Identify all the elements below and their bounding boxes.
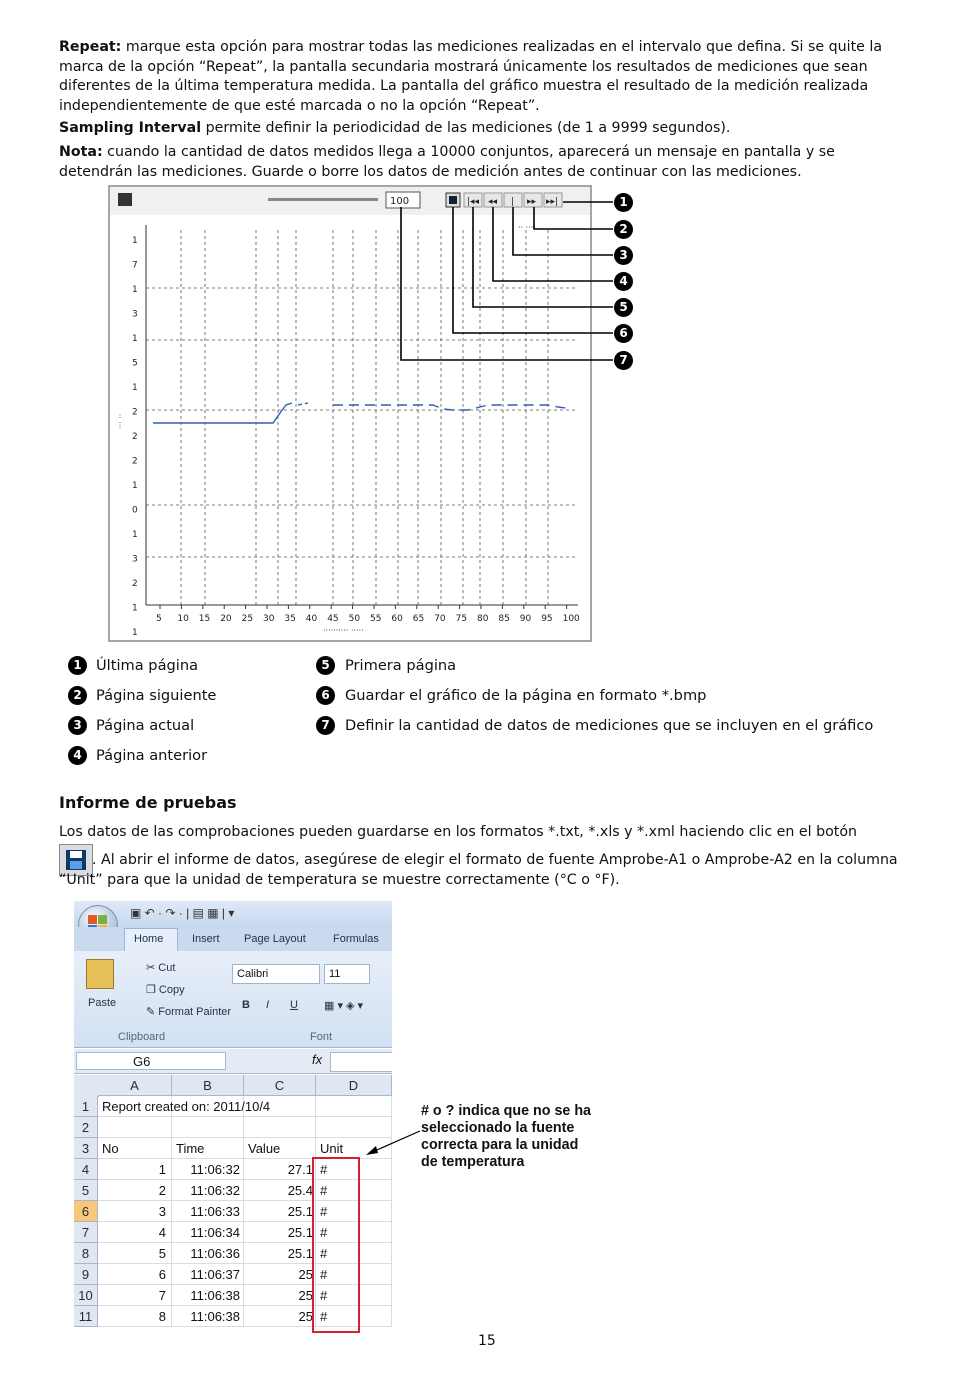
cell-b: 11:06:37 <box>190 1267 240 1282</box>
cell-a: 6 <box>158 1267 166 1282</box>
row-header[interactable]: 3 <box>74 1138 98 1159</box>
cell[interactable] <box>98 1117 172 1138</box>
row-header[interactable]: 9 <box>74 1264 98 1285</box>
format-painter-label: Format Painter <box>158 1006 232 1018</box>
y-tick-label: 1 <box>132 628 138 638</box>
x-tick-label: 40 <box>305 614 318 624</box>
cell-d: # <box>320 1204 328 1219</box>
x-tick-label: 35 <box>284 614 296 624</box>
cell-c: 25.1 <box>287 1246 313 1261</box>
cell-c: 25 <box>298 1309 313 1324</box>
paste-icon <box>86 959 114 989</box>
sampling-term: Sampling Interval <box>59 120 202 136</box>
row-header[interactable]: 10 <box>74 1285 98 1306</box>
cell-c: 25 <box>298 1288 313 1303</box>
toolbar-caption-blur <box>268 198 378 201</box>
name-box[interactable]: G6 <box>76 1052 226 1070</box>
copy-button[interactable] <box>146 983 185 996</box>
last-page-icon: ▸▸| <box>546 197 559 207</box>
section-text-2: . Al abrir el informe de datos, asegúrese de elegir el formato de fuente Amprobe-A1 o Amprobe-A2 en la columna “Unit” para que la unidad de temperatura se muestre correctamente (°C o °F). <box>59 852 898 888</box>
cell-a: 7 <box>158 1288 166 1303</box>
repeat-description: marque esta opción para mostrar todas las mediciones realizadas en el intervalo que defina. Si se quite la marca de la opción “Repeat”, la pantalla secundaria mostrará únicamente los resultados de mediciones que sean diferentes de la última temperatura medida. La pantalla del gráfico muestra el resultado de la medición realizada independientemente de que esté marcada o no la opción “Repeat”. <box>59 39 883 114</box>
save-bmp-icon <box>449 196 457 204</box>
scissors-icon: ✂ <box>146 962 159 974</box>
cell-d: Unit <box>320 1141 344 1156</box>
legend-label: Definir la cantidad de datos de mediciones que se incluyen en el gráfico <box>345 717 874 734</box>
underline-button[interactable]: U <box>290 999 298 1011</box>
x-tick-label: 100 <box>562 614 580 624</box>
y-tick-label: 3 <box>132 309 138 320</box>
graph-window-icon <box>118 193 132 206</box>
y-tick-label: 1 <box>132 236 138 246</box>
cell-b: 11:06:33 <box>190 1204 240 1219</box>
x-tick-label: 65 <box>412 614 425 624</box>
annotation-text <box>421 1103 591 1171</box>
row-header[interactable]: 2 <box>74 1117 98 1138</box>
x-axis-title-blur: ·········· ····· <box>323 626 364 635</box>
row-header[interactable]: 5 <box>74 1180 98 1201</box>
italic-button[interactable]: I <box>266 999 270 1011</box>
cell-b: 11:06:36 <box>190 1246 240 1261</box>
note-paragraph <box>59 143 909 182</box>
cell-d: # <box>320 1225 328 1240</box>
x-tick-label: 25 <box>241 614 254 624</box>
x-tick-label: 50 <box>348 614 361 624</box>
note-description: cuando la cantidad de datos medidos llega a 10000 conjuntos, aparecerá un mensaje en pantalla y se detendrán las mediciones. Guarde o borre los datos de medición antes de continuar con las mediciones. <box>59 144 835 180</box>
column-header[interactable]: D <box>316 1075 392 1096</box>
section-text-1: Los datos de las comprobaciones pueden guardarse en los formatos *.txt, *.xls y *.xml haciendo clic en el botón <box>59 824 858 840</box>
column-header[interactable]: C <box>244 1075 316 1096</box>
legend-number: 1 <box>68 656 87 675</box>
annotation-line: correcta para la unidad <box>421 1137 579 1153</box>
legend-number: 4 <box>68 746 87 765</box>
y-tick-label: 1 <box>132 530 138 540</box>
section-heading: Informe de pruebas <box>59 793 237 812</box>
cell[interactable] <box>316 1096 392 1117</box>
font-group-label: Font <box>310 1031 333 1043</box>
annotation-arrow <box>360 1125 430 1165</box>
unit-column-highlight <box>312 1157 360 1333</box>
x-tick-label: 30 <box>263 614 275 624</box>
select-all-corner[interactable] <box>74 1075 99 1097</box>
y-tick-label: 7 <box>132 260 138 271</box>
y-tick-label: 2 <box>132 579 138 589</box>
note-term: Nota: <box>59 144 103 160</box>
x-tick-label: 75 <box>455 614 468 624</box>
x-tick-label: 15 <box>198 614 211 624</box>
cell-d: # <box>320 1246 328 1261</box>
cell-d: # <box>320 1288 328 1303</box>
brush-icon: ✎ <box>146 1006 159 1018</box>
callout-number: 1 <box>614 193 633 212</box>
sampling-description: permite definir la periodicidad de las mediciones (de 1 a 9999 segundos). <box>201 120 731 136</box>
tab-home-label: Home <box>134 933 164 945</box>
y-tick-label: 5 <box>132 358 138 369</box>
y-axis-title-blur: ··· ·· <box>116 413 125 429</box>
cell-a: 2 <box>158 1183 166 1198</box>
cell-b: Time <box>176 1141 205 1156</box>
repeat-term: Repeat: <box>59 39 122 55</box>
cell-b: 11:06:38 <box>190 1288 240 1303</box>
cell-c: 25.1 <box>287 1204 313 1219</box>
row-header[interactable]: 6 <box>74 1201 98 1222</box>
cut-button[interactable] <box>146 961 175 974</box>
first-page-icon: |◂◂ <box>467 197 480 207</box>
cell-c: 25.4 <box>287 1183 313 1198</box>
legend-label: Guardar el gráfico de la página en formato *.bmp <box>345 687 707 704</box>
x-tick-label: 60 <box>391 614 403 624</box>
current-page-icon: | <box>511 197 515 207</box>
cell-a: 4 <box>158 1225 166 1240</box>
data-count-value: 100 <box>390 196 410 207</box>
page-number: 15 <box>478 1333 496 1349</box>
tab-formulas[interactable]: Formulas <box>333 933 379 945</box>
callout-number: 7 <box>614 351 633 370</box>
copy-label: Copy <box>158 984 185 996</box>
legend-label: Página siguiente <box>96 687 217 704</box>
legend-label: Última página <box>96 657 199 674</box>
row-header[interactable]: 11 <box>74 1306 98 1327</box>
cell-b: 11:06:34 <box>190 1225 240 1240</box>
cut-label: Cut <box>158 962 176 974</box>
legend-label: Página actual <box>96 717 195 734</box>
format-painter-button[interactable] <box>146 1005 231 1018</box>
y-tick-label: 2 <box>132 456 138 467</box>
column-header[interactable]: B <box>172 1075 244 1096</box>
legend-number: 2 <box>68 686 87 705</box>
borders-icon[interactable]: ▦ ▾ ◈ ▾ <box>324 1000 364 1012</box>
font-name-select[interactable]: Calibri <box>232 964 320 984</box>
callout-number: 2 <box>614 220 633 239</box>
tab-page-layout[interactable]: Page Layout <box>244 933 306 945</box>
callout-number: 5 <box>614 298 633 317</box>
cell-a: 1 <box>158 1162 166 1177</box>
y-tick-label: 1 <box>132 334 138 344</box>
legend-number: 6 <box>316 686 335 705</box>
callout-number: 6 <box>614 324 633 343</box>
cell-a: Report created on: 2011/10/4 <box>102 1099 271 1114</box>
x-tick-label: 10 <box>177 614 189 624</box>
sampling-paragraph <box>59 119 909 139</box>
callout-number: 4 <box>614 272 633 291</box>
cell-c: Value <box>248 1141 281 1156</box>
quick-access-icons[interactable]: ▣ ↶ · ↷ · | ▤ ▦ | ▾ <box>130 906 235 920</box>
cell-a: 3 <box>158 1204 166 1219</box>
bold-button[interactable]: B <box>242 999 250 1011</box>
y-tick-label: 0 <box>132 505 138 516</box>
legend-number: 5 <box>316 656 335 675</box>
cell-a: 5 <box>158 1246 166 1261</box>
x-tick-label: 55 <box>370 614 382 624</box>
cell[interactable] <box>172 1117 244 1138</box>
cell-c: 27.1 <box>287 1162 313 1177</box>
x-tick-label: 85 <box>498 614 510 624</box>
legend-blur: ·· ···· <box>518 223 536 232</box>
legend-label: Página anterior <box>96 747 208 764</box>
y-tick-label: 1 <box>132 603 138 614</box>
cell-d: # <box>320 1267 328 1282</box>
row-header[interactable]: 8 <box>74 1243 98 1264</box>
copy-icon: ❐ <box>146 984 159 996</box>
cell-a: No <box>102 1141 119 1156</box>
cell[interactable] <box>244 1117 316 1138</box>
cell-b: 11:06:38 <box>190 1309 240 1324</box>
row-header[interactable]: 1 <box>74 1096 98 1117</box>
y-tick-label: 3 <box>132 554 138 565</box>
y-tick-label: 2 <box>132 407 138 418</box>
column-header[interactable]: A <box>98 1075 172 1096</box>
paste-button[interactable]: Paste <box>88 997 117 1009</box>
cell-b: 11:06:32 <box>190 1183 240 1198</box>
cell-a: 8 <box>158 1309 166 1324</box>
annotation-line: de temperatura <box>421 1154 525 1170</box>
formula-input[interactable] <box>330 1052 392 1072</box>
annotation-line: # o ? indica que no se ha <box>421 1103 592 1119</box>
clipboard-group-label: Clipboard <box>118 1031 166 1043</box>
cell-b: 11:06:32 <box>190 1162 240 1177</box>
y-tick-label: 1 <box>132 383 138 393</box>
font-size-select[interactable]: 11 <box>324 964 370 984</box>
legend-number: 3 <box>68 716 87 735</box>
x-tick-label: 20 <box>220 614 232 624</box>
x-tick-label: 5 <box>156 614 162 624</box>
x-tick-label: 90 <box>519 614 532 624</box>
cell-d: # <box>320 1162 328 1177</box>
cell-d: # <box>320 1309 328 1324</box>
annotation-line: seleccionado la fuente <box>421 1120 575 1136</box>
legend-label: Primera página <box>345 657 457 674</box>
y-tick-label: 2 <box>132 432 138 442</box>
legend-number: 7 <box>316 716 335 735</box>
x-tick-label: 45 <box>327 614 339 624</box>
tab-insert[interactable]: Insert <box>192 933 220 945</box>
next-page-icon: ▸▸ <box>527 197 537 207</box>
cell-c: 25 <box>298 1267 313 1282</box>
cell-d: # <box>320 1183 328 1198</box>
graph-screenshot <box>108 185 638 643</box>
row-header[interactable]: 4 <box>74 1159 98 1180</box>
x-tick-label: 70 <box>434 614 446 624</box>
cell-c: 25.1 <box>287 1225 313 1240</box>
y-tick-label: 1 <box>132 481 138 491</box>
x-tick-label: 95 <box>541 614 553 624</box>
repeat-paragraph <box>59 38 909 116</box>
x-tick-label: 80 <box>477 614 489 624</box>
y-tick-label: 1 <box>132 285 138 295</box>
row-header[interactable]: 7 <box>74 1222 98 1243</box>
callout-number: 3 <box>614 246 633 265</box>
previous-page-icon: ◂◂ <box>488 197 498 207</box>
fx-button[interactable]: fx <box>312 1052 323 1067</box>
